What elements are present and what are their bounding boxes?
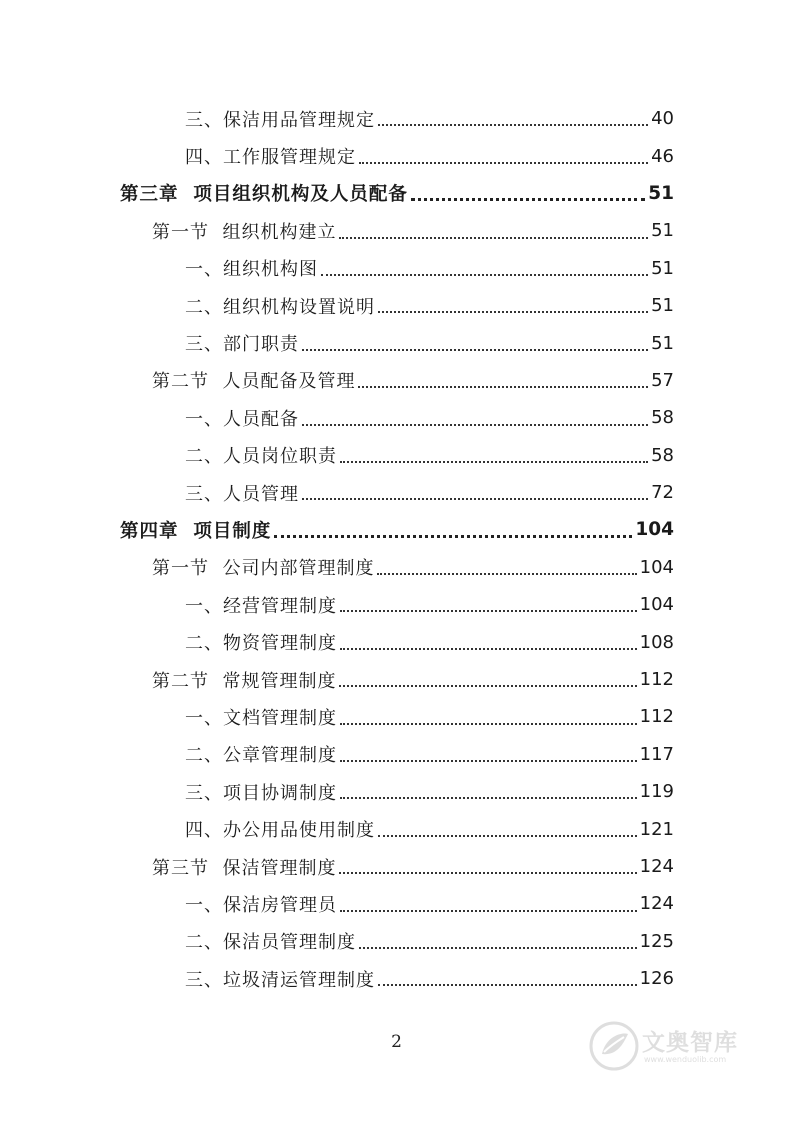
toc-dot-leader (377, 572, 636, 575)
toc-entry-item[interactable] (0, 736, 793, 773)
toc-entry-title: 第三章 项目组织机构及人员配备 (120, 184, 408, 206)
toc-entry-title: 第一节 组织机构建立 (152, 221, 337, 243)
toc-dot-leader (302, 497, 648, 500)
watermark (588, 1020, 758, 1076)
toc-entry-title: 二、组织机构设置说明 (185, 296, 375, 318)
toc-dot-leader (339, 684, 636, 687)
toc-entry-page: 117 (639, 743, 674, 765)
toc-entry-item[interactable] (0, 623, 793, 660)
toc-entry-title: 第一节 公司内部管理制度 (152, 558, 375, 580)
toc-entry-page: 104 (639, 594, 674, 616)
toc-entry-page: 126 (639, 968, 674, 990)
toc-entry-title: 一、文档管理制度 (185, 707, 337, 729)
toc-dot-leader (378, 983, 637, 986)
toc-dot-leader (339, 236, 648, 239)
watermark-name: 文奥智库 (642, 1030, 738, 1056)
toc-entry-title: 二、人员岗位职责 (185, 446, 337, 468)
toc-entry-page: 51 (651, 332, 674, 354)
toc-entry-item[interactable] (0, 773, 793, 810)
toc-entry-title: 第四章 项目制度 (120, 520, 272, 542)
toc-entry-page: 112 (639, 669, 674, 691)
toc-entry-item[interactable] (0, 437, 793, 474)
toc-entry-title: 第二节 常规管理制度 (152, 670, 337, 692)
toc-entry-item[interactable] (0, 324, 793, 361)
toc-entry-item[interactable] (0, 698, 793, 735)
toc-dot-leader (378, 310, 648, 313)
leaf-swirl-icon (588, 1020, 640, 1072)
toc-dot-leader (340, 460, 648, 463)
toc-dot-leader (411, 197, 645, 201)
toc-dot-leader (340, 796, 637, 799)
toc-dot-leader (378, 123, 648, 126)
toc-entry-title: 第二节 人员配备及管理 (152, 371, 356, 393)
toc-entry-page: 72 (651, 482, 674, 504)
toc-dot-leader (340, 609, 637, 612)
toc-dot-leader (378, 834, 637, 837)
toc-entry-title: 第三节 保洁管理制度 (152, 857, 337, 879)
toc-entry-item[interactable] (0, 586, 793, 623)
toc-entry-page: 51 (648, 182, 674, 204)
toc-entry-page: 58 (651, 407, 674, 429)
toc-entry-title: 三、人员管理 (185, 483, 299, 505)
toc-entry-title: 二、物资管理制度 (185, 633, 337, 655)
toc-entry-page: 40 (651, 108, 674, 130)
toc-entry-title: 二、保洁员管理制度 (185, 932, 356, 954)
toc-entry-title: 三、垃圾清运管理制度 (185, 969, 375, 991)
toc-entry-page: 51 (651, 257, 674, 279)
toc-dot-leader (340, 647, 637, 650)
page-number: 2 (391, 1032, 402, 1052)
toc-dot-leader (358, 385, 648, 388)
toc-entry-page: 121 (639, 818, 674, 840)
toc-dot-leader (302, 423, 648, 426)
toc-entry-title: 三、项目协调制度 (185, 782, 337, 804)
toc-entry-title: 一、人员配备 (185, 408, 299, 430)
toc-entry-title: 一、经营管理制度 (185, 595, 337, 617)
toc-entry-page: 112 (639, 706, 674, 728)
toc-entry-title: 四、工作服管理规定 (185, 147, 356, 169)
toc-dot-leader (340, 909, 637, 912)
toc-entry-title: 二、公章管理制度 (185, 745, 337, 767)
toc-entry-section[interactable] (0, 212, 793, 249)
toc-dot-leader (339, 871, 636, 874)
toc-entry-title: 四、办公用品使用制度 (185, 820, 375, 842)
toc-entry-page: 46 (651, 145, 674, 167)
toc-dot-leader (321, 273, 648, 276)
toc-dot-leader (340, 759, 637, 762)
table-of-contents (0, 100, 793, 997)
toc-entry-item[interactable] (0, 399, 793, 436)
toc-entry-page: 108 (639, 631, 674, 653)
toc-entry-page: 124 (639, 856, 674, 877)
toc-entry-page: 124 (639, 893, 674, 915)
toc-entry-chapter[interactable] (0, 175, 793, 212)
toc-entry-section[interactable] (0, 848, 793, 885)
toc-entry-title: 一、保洁房管理员 (185, 894, 337, 916)
toc-entry-page: 51 (651, 295, 674, 317)
toc-entry-page: 57 (651, 369, 674, 391)
toc-entry-item[interactable] (0, 923, 793, 960)
toc-entry-item[interactable] (0, 287, 793, 324)
toc-entry-page: 104 (635, 519, 674, 541)
toc-entry-item[interactable] (0, 250, 793, 287)
toc-entry-page: 119 (639, 781, 674, 803)
toc-entry-item[interactable] (0, 137, 793, 174)
toc-entry-page: 58 (651, 444, 674, 466)
toc-entry-title: 三、保洁用品管理规定 (185, 109, 375, 131)
toc-entry-title: 三、部门职责 (185, 334, 299, 356)
toc-dot-leader (340, 722, 637, 725)
toc-entry-item[interactable] (0, 885, 793, 922)
toc-entry-chapter[interactable] (0, 511, 793, 548)
toc-entry-item[interactable] (0, 474, 793, 511)
toc-entry-section[interactable] (0, 661, 793, 698)
toc-entry-item[interactable] (0, 960, 793, 997)
toc-entry-item[interactable] (0, 810, 793, 847)
toc-dot-leader (302, 348, 648, 351)
toc-entry-section[interactable] (0, 362, 793, 399)
toc-entry-section[interactable] (0, 549, 793, 586)
toc-entry-page: 104 (639, 556, 674, 578)
toc-entry-page: 125 (639, 930, 674, 952)
toc-dot-leader (359, 161, 648, 164)
toc-dot-leader (359, 946, 637, 949)
watermark-url: www.wenduolib.com (644, 1055, 727, 1064)
toc-dot-leader (274, 534, 632, 538)
toc-entry-item[interactable] (0, 100, 793, 137)
toc-entry-title: 一、组织机构图 (185, 259, 318, 281)
toc-entry-page: 51 (651, 220, 674, 242)
